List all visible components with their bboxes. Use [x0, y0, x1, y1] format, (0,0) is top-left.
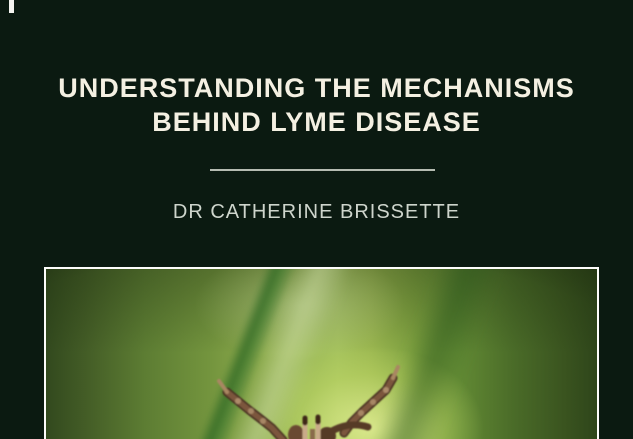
page-title [0, 71, 633, 139]
photo-vignette [46, 269, 597, 439]
cover-photo [46, 269, 597, 439]
page-corner-mark [9, 0, 14, 13]
author-name: DR CATHERINE BRISSETTE [172, 201, 461, 223]
title-line-1: UNDERSTANDING THE MECHANISMS [58, 73, 575, 103]
title-line-2: BEHIND LYME DISEASE [152, 107, 481, 137]
title-divider [210, 169, 435, 171]
cover-photo-frame [44, 267, 599, 439]
